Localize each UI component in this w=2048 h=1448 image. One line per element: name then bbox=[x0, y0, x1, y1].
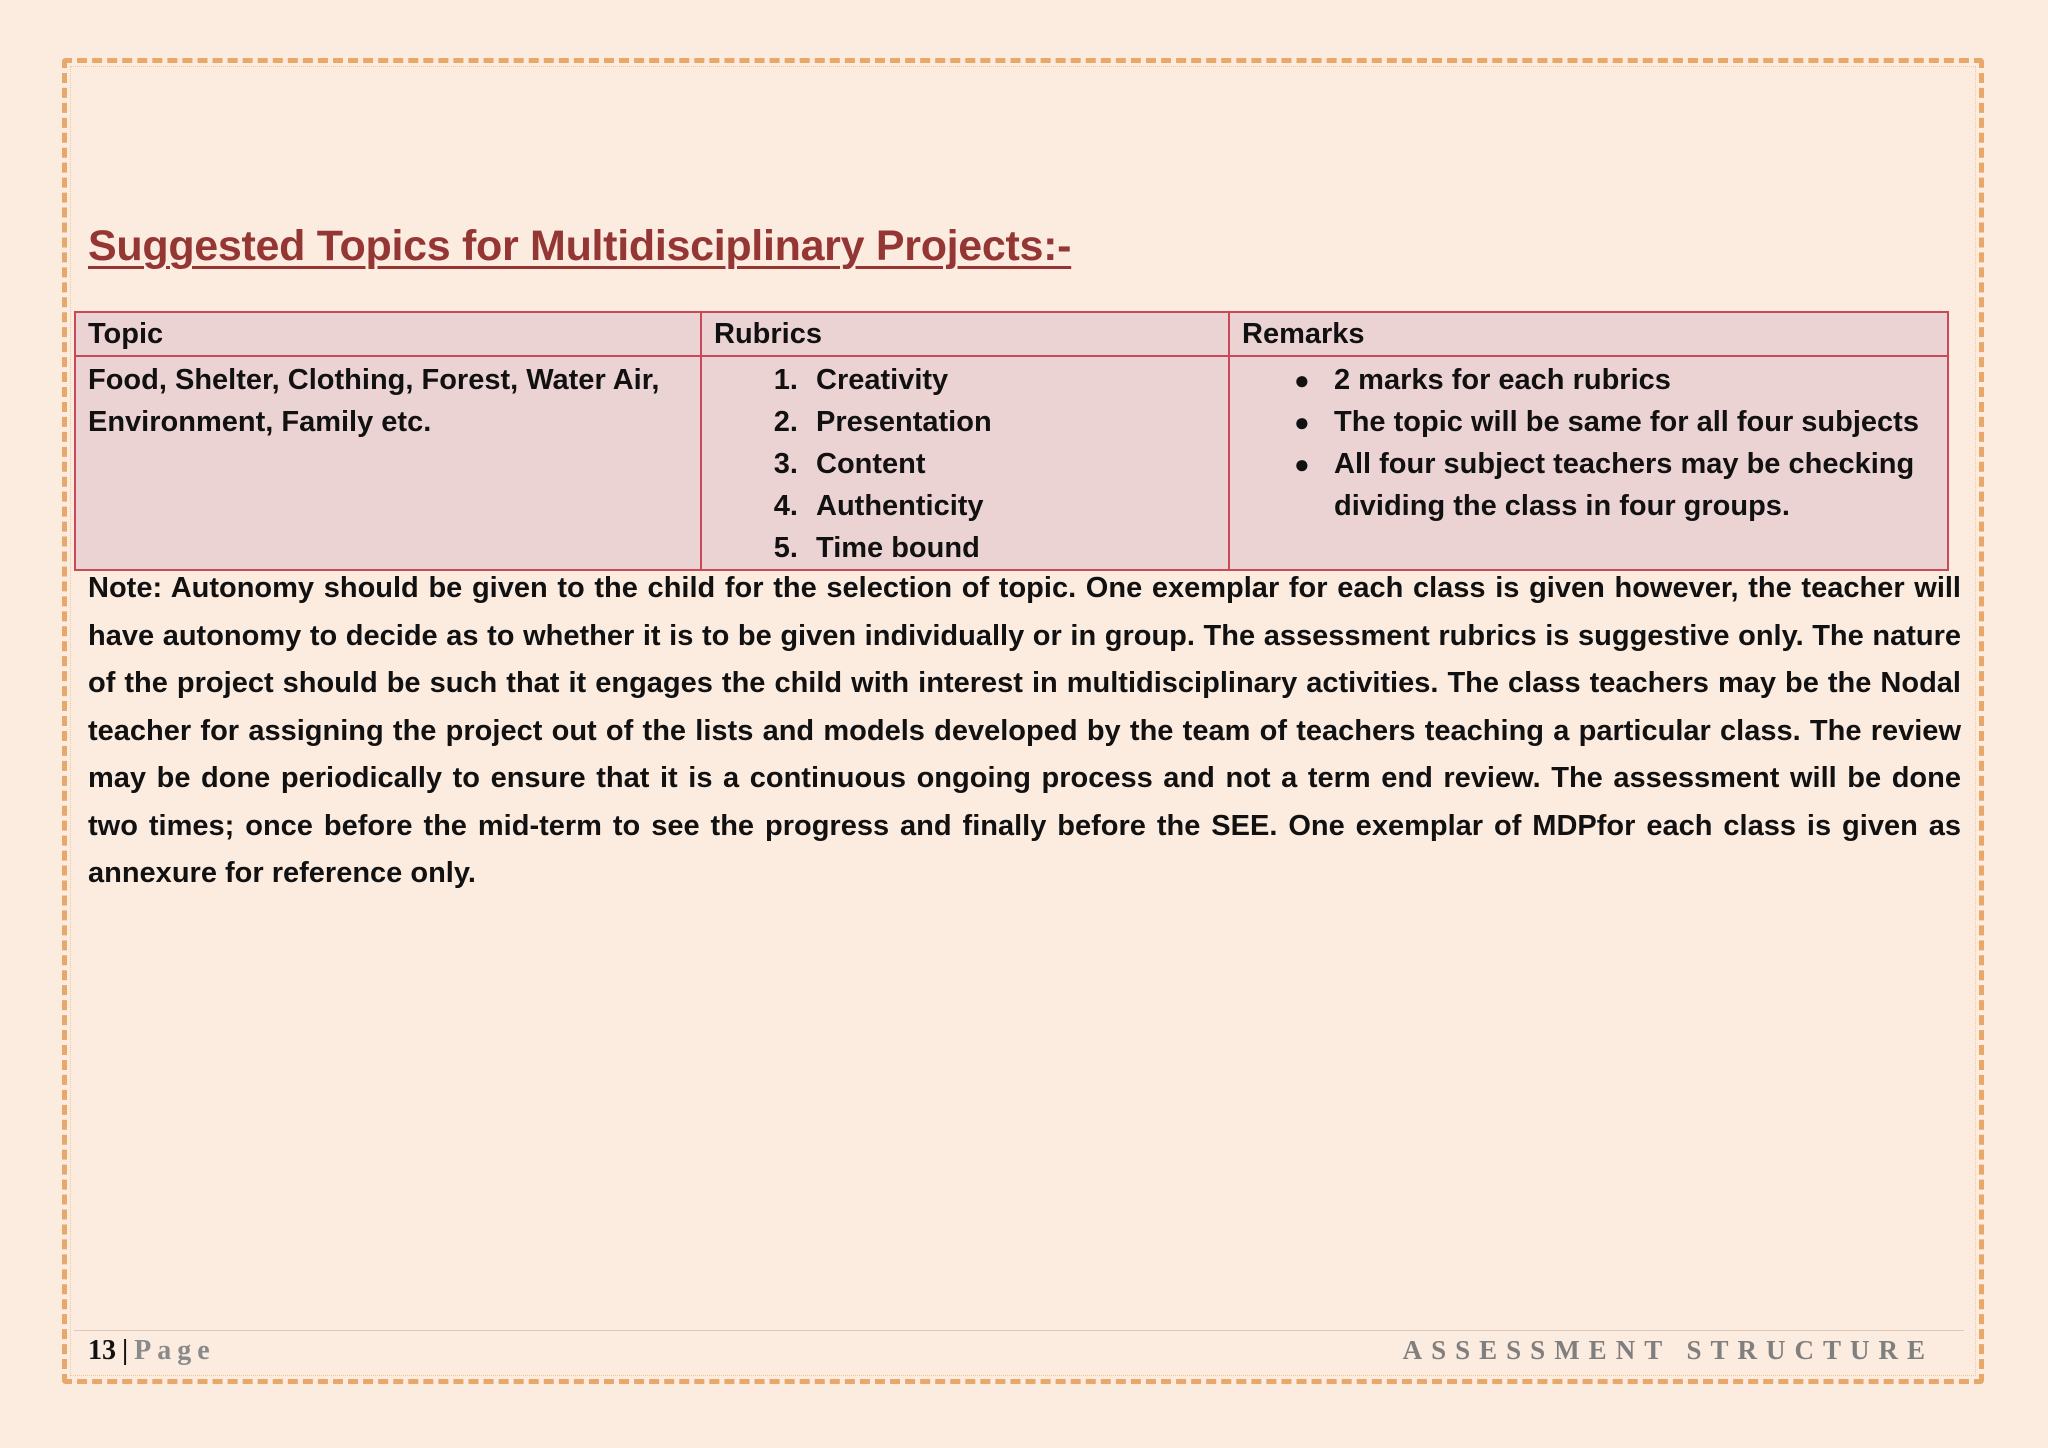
bullet-icon: ● bbox=[1294, 449, 1310, 479]
remark-text: All four subject teachers may be checking dividing the class in four groups. bbox=[1334, 448, 1915, 522]
footer-separator: | bbox=[122, 1335, 129, 1366]
page-word: Page bbox=[134, 1335, 216, 1366]
rubric-item: 3. Content bbox=[806, 443, 1216, 485]
rubric-item: 5. Time bound bbox=[806, 527, 1216, 569]
table-header-row bbox=[75, 312, 1948, 356]
rubric-item: 4. Authenticity bbox=[806, 485, 1216, 527]
header-topic: Topic bbox=[75, 312, 701, 356]
remark-item bbox=[1294, 443, 1935, 527]
footer-divider bbox=[74, 1330, 1964, 1331]
header-remarks: Remarks bbox=[1229, 312, 1948, 356]
topics-table bbox=[74, 311, 1949, 571]
page-number: 13 bbox=[88, 1335, 116, 1366]
footer-page-number bbox=[88, 1335, 216, 1367]
rubrics-cell bbox=[701, 356, 1229, 570]
remark-text: 2 marks for each rubrics bbox=[1334, 364, 1671, 396]
remarks-cell bbox=[1229, 356, 1948, 570]
bullet-icon: ● bbox=[1294, 407, 1310, 437]
table-row bbox=[75, 356, 1948, 570]
remark-item bbox=[1294, 359, 1935, 401]
rubrics-list bbox=[714, 359, 1216, 569]
note-paragraph: Note: Autonomy should be given to the child for the selection of topic. One exemplar for each class is given however, the teacher will have autonomy to decide as to whether it is to be given individually or in group. The assessment rubrics is suggestive only. The nature of the project should be such that it engages the child with interest in multidisciplinary activities. The class teachers may be the Nodal teacher for assigning the project out of the lists and models developed by the team of teachers teaching a particular class. The review may be done periodically to ensure that it is a continuous ongoing process and not a term end review. The assessment will be done two times; once before the mid-term to see the progress and finally before the SEE. One exemplar of MDPfor each class is given as annexure for reference only. bbox=[88, 572, 1961, 889]
bullet-icon: ● bbox=[1294, 365, 1310, 395]
rubric-item: 2. Presentation bbox=[806, 401, 1216, 443]
header-rubrics: Rubrics bbox=[701, 312, 1229, 356]
footer-section-title: ASSESSMENT STRUCTURE bbox=[1402, 1335, 1934, 1365]
remark-item bbox=[1294, 401, 1935, 443]
remarks-list bbox=[1242, 359, 1935, 527]
topic-cell: Food, Shelter, Clothing, Forest, Water Air, Environment, Family etc. bbox=[75, 356, 701, 570]
remark-text: The topic will be same for all four subjects bbox=[1334, 406, 1919, 438]
page-title: Suggested Topics for Multidisciplinary Projects:- bbox=[88, 222, 1072, 270]
rubric-item: 1. Creativity bbox=[806, 359, 1216, 401]
